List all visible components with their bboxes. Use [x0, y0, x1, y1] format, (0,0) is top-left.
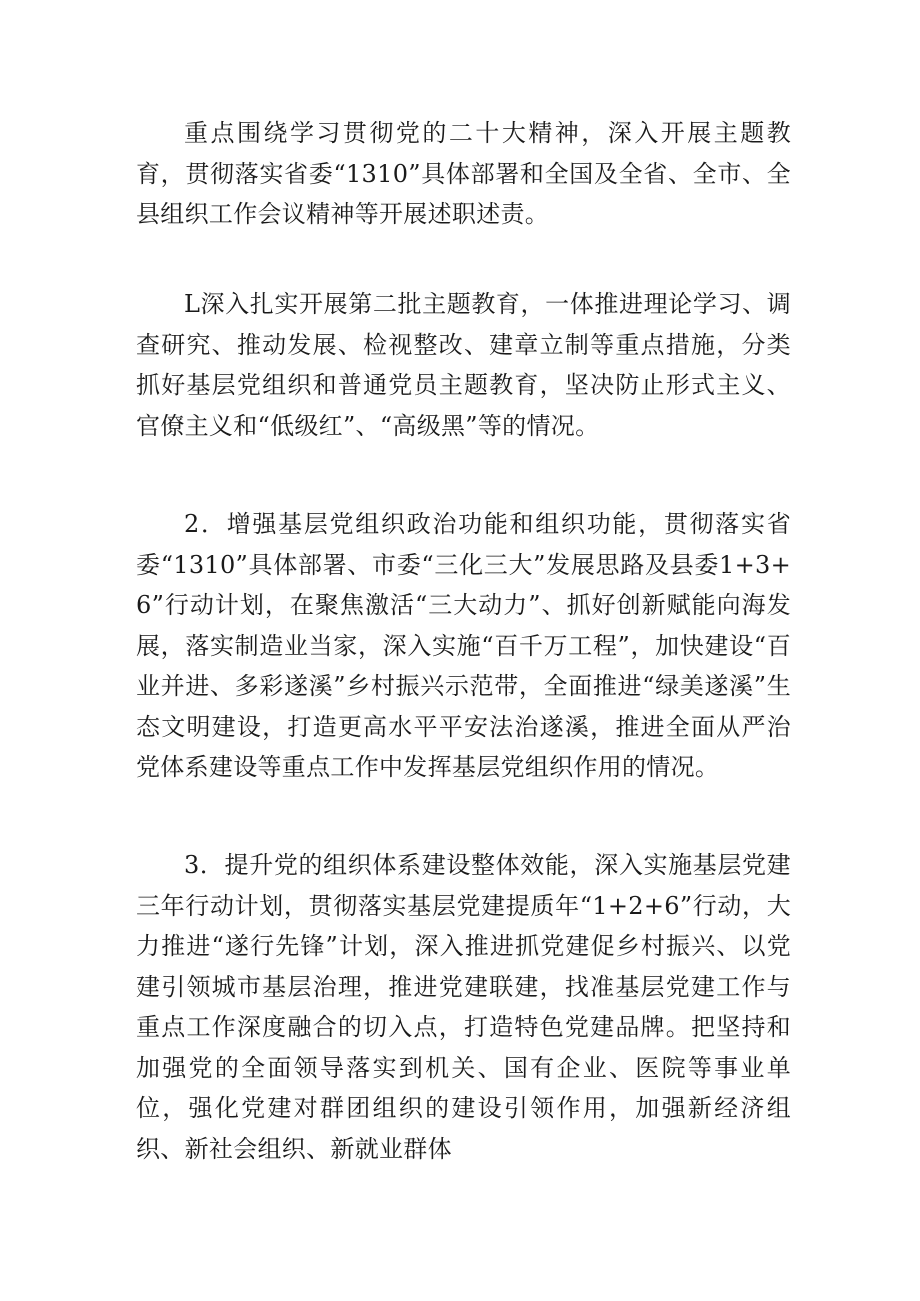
paragraph-item-1: L深入扎实开展第二批主题教育，一体推进理论学习、调查研究、推动发展、检视整改、建章立制等重点措施，分类抓好基层党组织和普通党员主题教育，坚决防止形式主义、官僚主义和“低级红”、“高级黑”等的情况。 — [136, 290, 791, 440]
paragraph-item-3: 3．提升党的组织体系建设整体效能，深入实施基层党建三年行动计划，贯彻落实基层党建提质年“1+2+6”行动，大力推进“遂行先锋”计划，深入推进抓党建促乡村振兴、以党建引领城市基层治理，推进党建联建，找准基层党建工作与重点工作深度融合的切入点，打造特色党建品牌。把坚持和加强党的全面领导落实到机关、国有企业、医院等事业单位，强化党建对群团组织的建设引领作用，加强新经济组织、新社会组织、新就业群体 — [136, 851, 791, 1163]
paragraph-intro: 重点围绕学习贯彻党的二十大精神，深入开展主题教育，贯彻落实省委“1310”具体部署和全国及全省、全市、全县组织工作会议精神等开展述职述责。 — [136, 119, 791, 228]
paragraph-item-2: 2．增强基层党组织政治功能和组织功能，贯彻落实省委“1310”具体部署、市委“三化三大”发展思路及县委1+3+6”行动计划，在聚焦激活“三大动力”、抓好创新赋能向海发展，落实制造业当家，深入实施“百千万工程”，加快建设“百业并进、多彩遂溪”乡村振兴示范带，全面推进“绿美遂溪”生态文明建设，打造更高水平平安法治遂溪，推进全面从严治党体系建设等重点工作中发挥基层党组织作用的情况。 — [136, 510, 791, 781]
